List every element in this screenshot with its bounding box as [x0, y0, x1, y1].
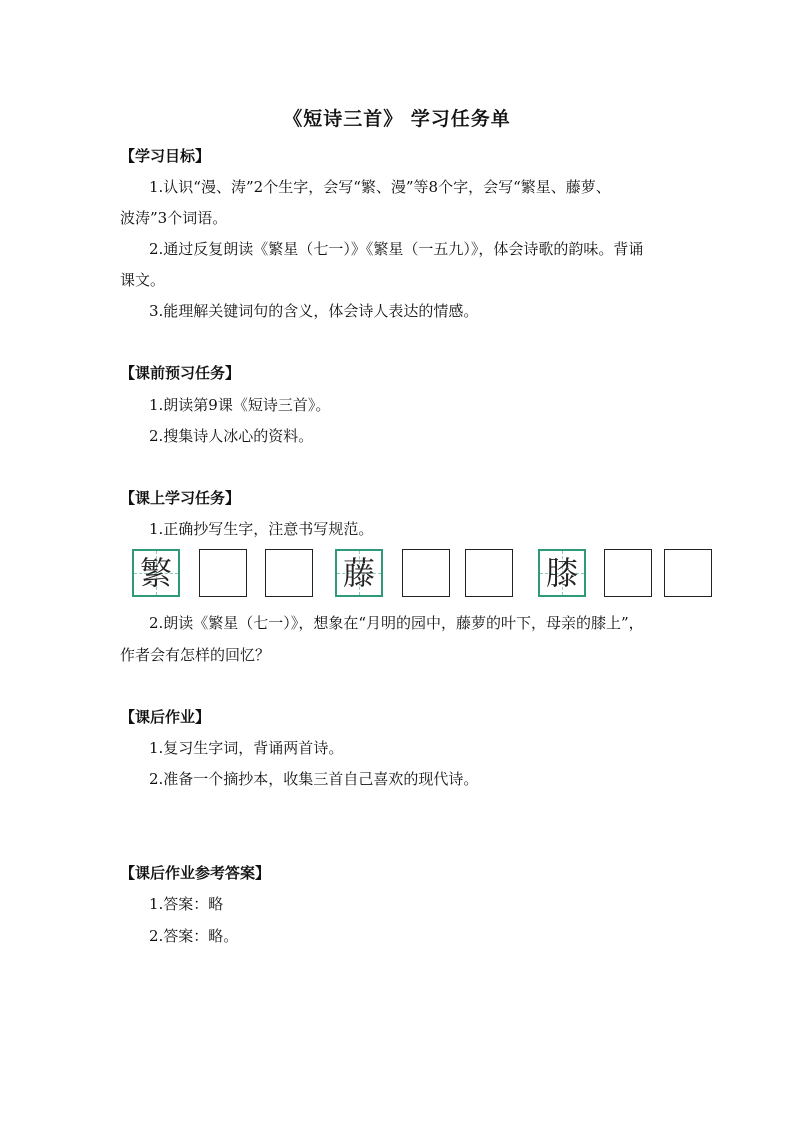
writing-box[interactable] — [604, 549, 652, 597]
preview-heading: 【课前预习任务】 — [120, 364, 241, 382]
goal-3: 3.能理解关键词句的含义，体会诗人表达的情感。 — [149, 302, 479, 320]
tian-grid-cell — [132, 549, 180, 597]
model-character: 藤 — [342, 554, 375, 592]
writing-box[interactable] — [265, 549, 313, 597]
writing-box[interactable] — [199, 549, 247, 597]
writing-box[interactable] — [664, 549, 712, 597]
inclass-heading: 【课上学习任务】 — [120, 489, 241, 507]
tian-grid-cell — [538, 549, 586, 597]
writing-box[interactable] — [465, 549, 513, 597]
inclass-2-line-1: 2.朗读《繁星（七一）》，想象在“月明的园中，藤萝的叶下，母亲的膝上”， — [149, 614, 644, 632]
homework-heading: 【课后作业】 — [120, 708, 211, 726]
goal-2-line-2: 课文。 — [120, 271, 166, 289]
inclass-1: 1.正确抄写生字，注意书写规范。 — [149, 520, 374, 538]
model-character: 繁 — [139, 554, 172, 592]
inclass-2-line-2: 作者会有怎样的回忆？ — [120, 646, 271, 664]
goal-1-line-2: 波涛”3个词语。 — [120, 209, 228, 227]
goal-2-line-1: 2.通过反复朗读《繁星（七一）》《繁星（一五九）》，体会诗歌的韵味。背诵 — [149, 240, 644, 258]
goals-heading: 【学习目标】 — [120, 147, 211, 165]
answer-1: 1.答案：略 — [149, 895, 224, 913]
page-title: 《短诗三首》 学习任务单 — [283, 108, 511, 130]
preview-1: 1.朗读第9课《短诗三首》。 — [149, 396, 331, 414]
character-writing-grid — [132, 549, 716, 601]
homework-2: 2.准备一个摘抄本，收集三首自己喜欢的现代诗。 — [149, 770, 479, 788]
answers-heading: 【课后作业参考答案】 — [120, 864, 271, 882]
preview-2: 2.搜集诗人冰心的资料。 — [149, 427, 314, 445]
model-character: 膝 — [545, 554, 578, 592]
goal-1-line-1: 1.认识“漫、涛”2个生字，会写“繁、漫”等8个字，会写“繁星、藤萝、 — [149, 178, 611, 196]
answer-2: 2.答案：略。 — [149, 927, 239, 945]
writing-box[interactable] — [402, 549, 450, 597]
homework-1: 1.复习生字词，背诵两首诗。 — [149, 739, 344, 757]
tian-grid-cell — [335, 549, 383, 597]
